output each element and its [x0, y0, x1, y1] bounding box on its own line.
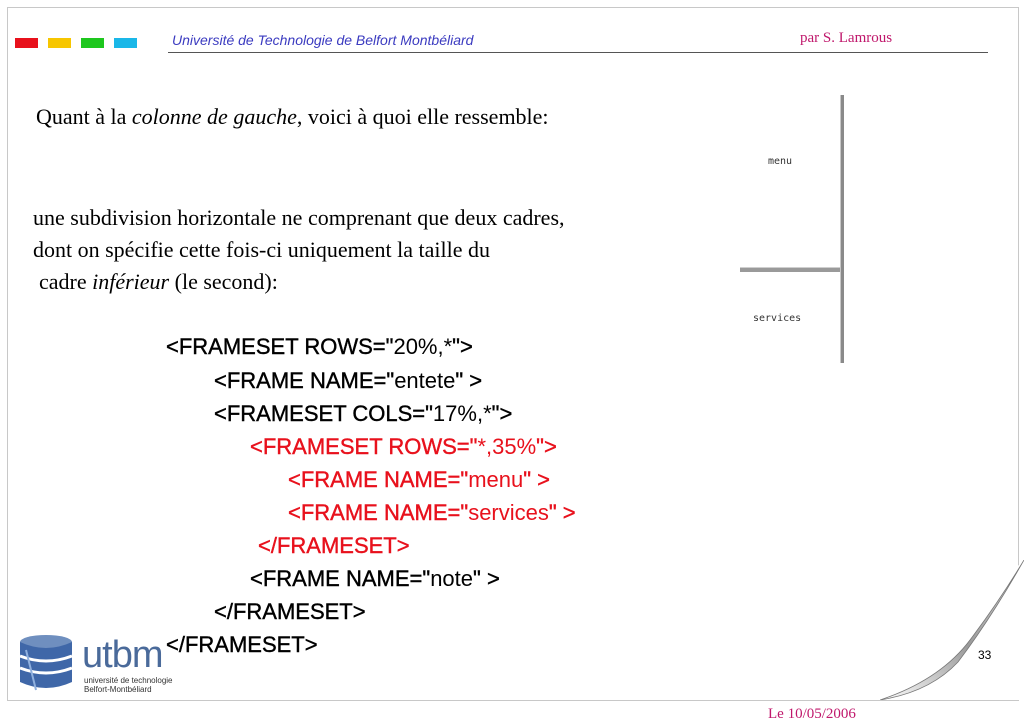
- code-line-6: <FRAME NAME="services" >: [288, 500, 576, 525]
- code-line-2: <FRAME NAME="entete" >: [214, 368, 483, 393]
- preview-menu-label: menu: [768, 156, 793, 167]
- header-divider: [168, 52, 988, 53]
- preview-services-label: services: [753, 313, 802, 324]
- code-line-1: <FRAMESET ROWS="20%,*">: [166, 334, 473, 359]
- frameset-preview: [740, 95, 844, 363]
- description-paragraph: [33, 202, 565, 298]
- code-line-9: </FRAMESET>: [214, 599, 366, 624]
- para-line-2: dont on spécifie cette fois-ci uniquement la taille du: [33, 237, 490, 262]
- preview-vertical-divider: [840, 95, 844, 363]
- footer-date: Le 10/05/2006: [768, 706, 856, 722]
- red-square-icon: [15, 38, 38, 48]
- page-curl-icon: [880, 560, 1024, 700]
- intro-text: [36, 104, 549, 130]
- intro-prefix: Quant à la: [36, 104, 132, 129]
- cyan-square-icon: [114, 38, 137, 48]
- logo-subtitle: université de technologie Belfort-Montbéliard: [84, 676, 173, 694]
- para-line-1: une subdivision horizontale ne comprenant que deux cadres,: [33, 205, 565, 230]
- para-line-3-prefix: cadre: [39, 269, 93, 294]
- code-line-7: </FRAMESET>: [258, 533, 410, 558]
- green-square-icon: [81, 38, 104, 48]
- intro-italic: colonne de gauche: [131, 104, 297, 129]
- page-number: 33: [978, 648, 992, 662]
- university-name: Université de Technologie de Belfort Montbéliard: [172, 32, 474, 48]
- code-line-8: <FRAME NAME="note" >: [250, 566, 500, 591]
- logo-wordmark: utbm: [82, 634, 163, 676]
- code-line-3: <FRAMESET COLS="17%,*">: [214, 401, 513, 426]
- yellow-square-icon: [48, 38, 71, 48]
- code-line-4: <FRAMESET ROWS="*,35%">: [250, 434, 557, 459]
- code-line-10: </FRAMESET>: [166, 632, 318, 657]
- para-line-3: [33, 266, 565, 298]
- author: par S. Lamrous: [800, 30, 893, 46]
- intro-suffix: , voici à quoi elle ressemble:: [296, 104, 549, 129]
- para-line-3-suffix: (le second):: [169, 269, 278, 294]
- para-line-3-italic: inférieur: [92, 269, 170, 294]
- code-line-5: <FRAME NAME="menu" >: [288, 467, 551, 492]
- preview-horizontal-divider: [740, 267, 840, 272]
